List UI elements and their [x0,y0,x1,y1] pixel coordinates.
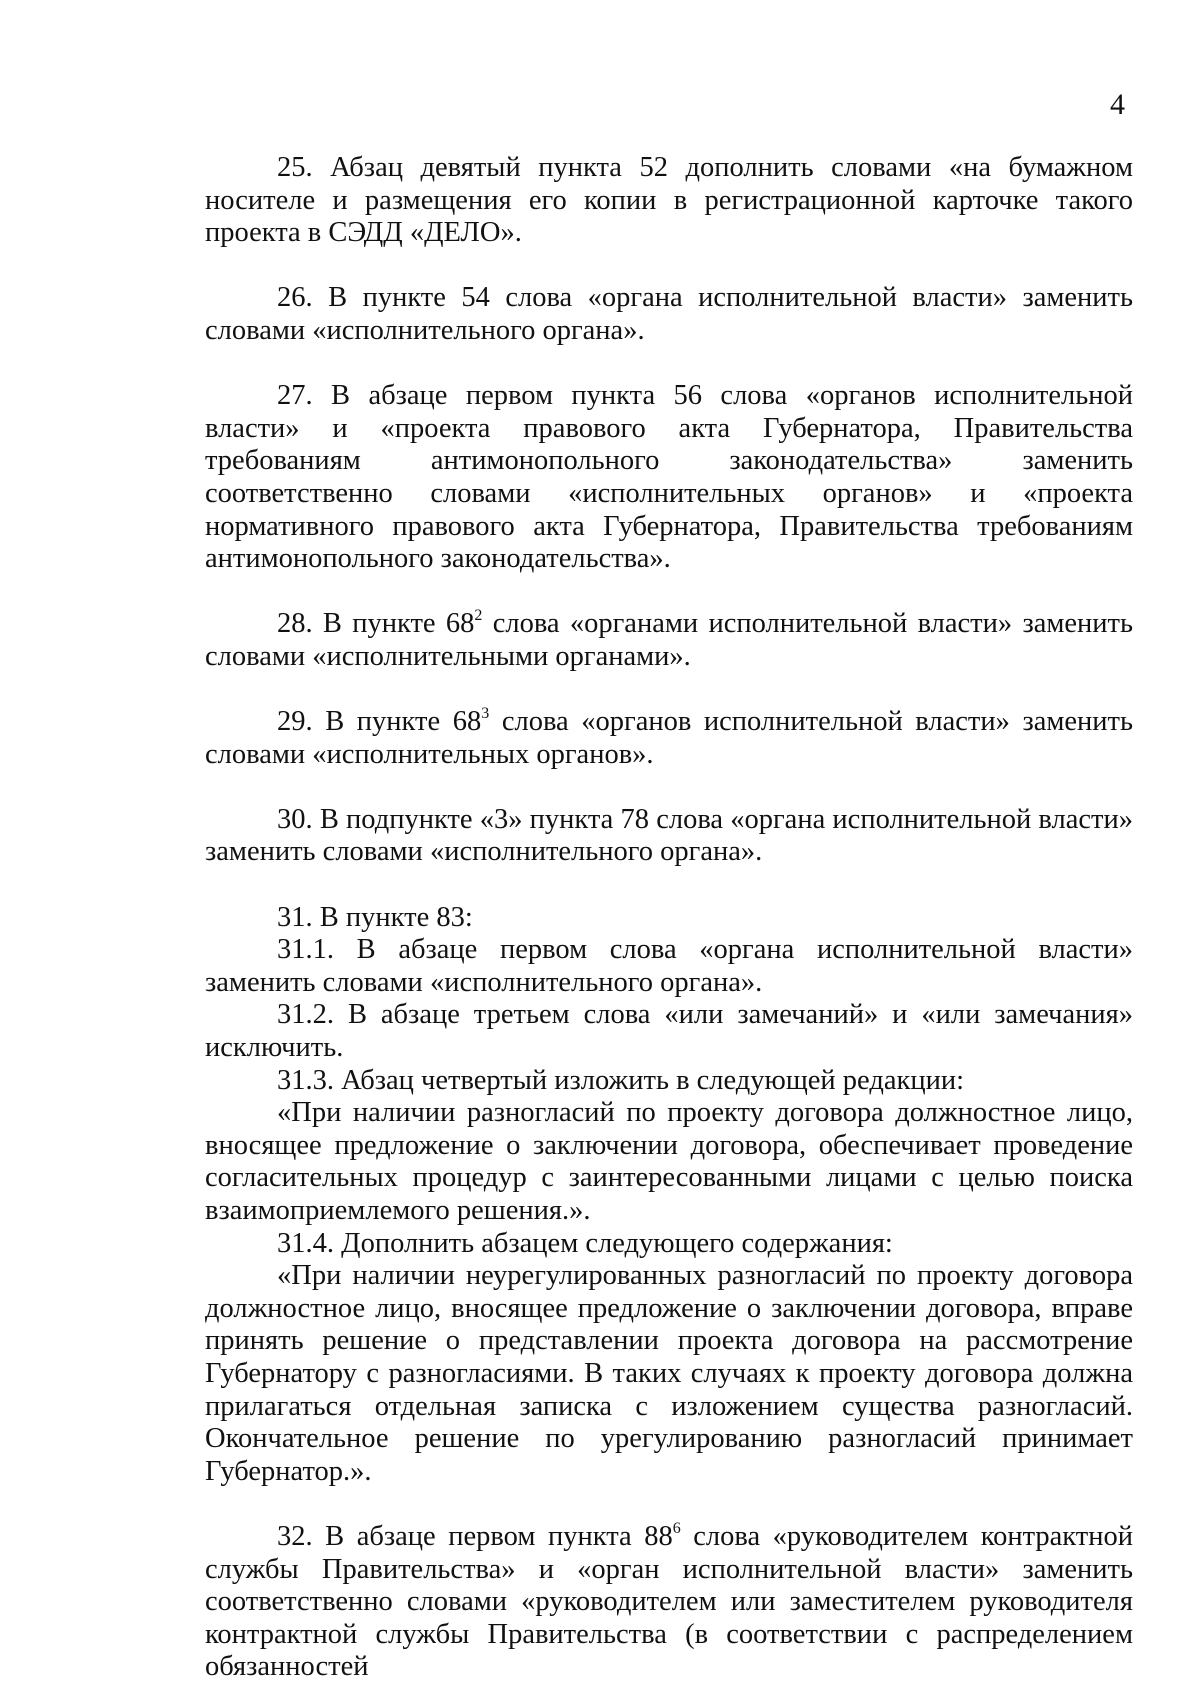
item-27: 27. В абзаце первом пункта 56 слова «органов исполнительной власти» и «проекта правового акта Губернатора, Правительства требованиям антимонопольного законодательства» заменить соответственно словами «исполнительных органов» и «проекта нормативного правового акта Губернатора, Правительства требованиям антимонопольного законодательства». [205,380,1133,575]
item-32-text-start: 32. В абзаце первом пункта 88 [277,1520,673,1552]
document-body [205,152,1133,1684]
item-29-superscript: 3 [481,705,490,723]
item-29-text-start: 29. В пункте 68 [277,706,482,738]
page-number: 4 [1110,88,1125,121]
item-28-text-end: слова «органами исполнительной власти» заменить словами «исполнительными органами». [205,608,1133,672]
item-32 [205,1521,1133,1684]
item-30: 30. В подпункте «3» пункта 78 слова «органа исполнительной власти» заменить словами «исполнительного органа». [205,803,1133,868]
item-31-3: 31.3. Абзац четвертый изложить в следующей редакции: [277,1064,965,1096]
item-26: 26. В пункте 54 слова «органа исполнительной власти» заменить словами «исполнительного органа». [205,282,1133,346]
item-31: 31. В пункте 83: [277,901,473,933]
item-28-superscript: 2 [474,607,483,625]
item-32-text-end: слова «руководителем контрактной службы Правительства» и «орган исполнительной власти» заменить соответственно словами «руководителем или заместителем руководителя контрактной службы Правительства (в соответствии с распределением обязанностей [205,1520,1133,1683]
item-25: 25. Абзац девятый пункта 52 дополнить словами «на бумажном носителе и размещения его копии в регистрационной карточке такого проекта в СЭДД «ДЕЛО». [205,152,1133,249]
item-31-4-quote: «При наличии неурегулированных разногласий по проекту договора должностное лицо, вносящее предложение о заключении договора, вправе принять решение о представлении проекта договора на рассмотрение Губернатору с разногласиями. В таких случаях к проекту договора должна прилагаться отдельная записка с изложением существа разногласий. Окончательное решение по урегулированию разногласий принимает Губернатор.». [205,1260,1133,1487]
item-29 [205,706,1133,771]
item-29-text-end: слова «органов исполнительной власти» заменить словами «исполнительных органов». [205,706,1134,770]
item-31-3-quote: «При наличии разногласий по проекту договора должностное лицо, вносящее предложение о заключении договора, обеспечивает проведение согласительных процедур с заинтересованными лицами с целью поиска взаимоприемлемого решения.». [205,1097,1133,1226]
item-31-1: 31.1. В абзаце первом слова «органа исполнительной власти» заменить словами «исполнительного органа». [205,934,1133,998]
item-31-4: 31.4. Дополнить абзацем следующего содержания: [277,1227,893,1259]
item-32-superscript: 6 [672,1519,681,1537]
item-28 [205,608,1133,673]
item-28-text-start: 28. В пункте 68 [277,608,475,640]
item-31-2: 31.2. В абзаце третьем слова «или замечаний» и «или замечания» исключить. [205,999,1133,1064]
